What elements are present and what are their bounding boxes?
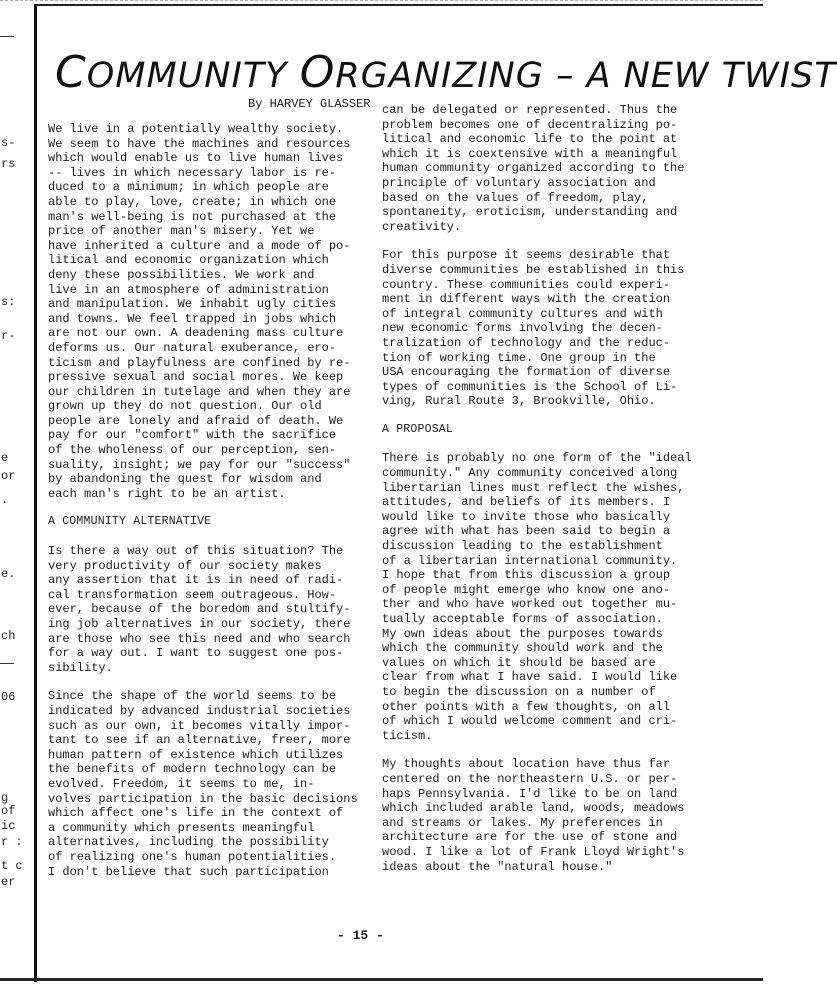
paragraph: My thoughts about location have thus far centered on the northeastern U.S. or per- haps Pennsylvania. I'd like to be on land which included arable land, woods, meadows and streams or lakes. My preferences in architecture are for the use of stone and wood. I like a lot of Frank Lloyd Wright's ideas about the "natural house." — [382, 757, 685, 874]
margin-fragment: g — [1, 791, 9, 805]
margin-rule — [0, 36, 14, 37]
margin-fragment: s: — [1, 295, 16, 309]
title-word-community: OMMUNITY — [86, 56, 300, 97]
frame-bottom-border — [0, 978, 763, 981]
margin-fragment: rs — [1, 157, 16, 171]
paragraph: For this purpose it seems desirable that diverse communities be established in this country. These communities could experi- ment in different ways with the creation of integral community cultures and with new economic forms involving the decen- tralization of technology and the reduc- tion of working time. One group in the USA encouraging the formation of diverse types of communities is the School of Li- ving, Rural Route 3, Brookville, Ohio. — [382, 248, 685, 409]
margin-fragment: ic — [1, 819, 16, 833]
title-initial-o: O — [299, 47, 336, 99]
paragraph: can be delegated or represented. Thus the problem becomes one of decentralizing po- litical and economic life to the point at which it is coextensive with a meaningful human community organized according to the principle of voluntary association and based on the values of freedom, play, spontaneity, eroticism, understanding and creativity. — [382, 103, 685, 234]
page-number: - 15 - — [337, 928, 384, 943]
margin-fragment: r : — [1, 835, 23, 849]
section-heading: A COMMUNITY ALTERNATIVE — [48, 515, 212, 529]
page-top-edge — [0, 0, 763, 2]
title-rest: RGANIZING – A NEW TWIST — [335, 56, 837, 97]
margin-fragment: of — [1, 804, 16, 818]
paragraph: Since the shape of the world seems to be indicated by advanced industrial societies such as our own, it becomes vitally impor- tant to see if an alternative, freer, more human pattern of existence which utilizes the benefits of modern technology can be evolved. Freedom, it seems to me, in- volves participation in the basic decisions which affect one's life in the context of a community which presents meaningful alternatives, including the possibility of realizing one's human potentialities. I don't believe that such participation — [48, 689, 358, 879]
section-heading: A PROPOSAL — [382, 422, 454, 436]
title-initial-c: C — [55, 47, 87, 99]
paragraph: We live in a potentially wealthy society. We seem to have the machines and resources which would enable us to live human lives -- lives in which necessary labor is re- duced to a minimum; in which people are able to play, love, create; in which one man's well-being is not purchased at the price of another man's misery. Yet we have inherited a culture and a mode of po- litical and economic organization which deny these possibilities. We work and live in an atmosphere of administration and manipulation. We inhabit ugly cities and towns. We feel trapped in jobs which are not our own. A deadening mass culture deforms us. Our natural exuberance, ero- ticism and playfulness are confined by re- pressive sexual and social mores. We keep our children in tutelage and when they are grown up they do not question. Our old people are lonely and afraid of death. We pay for our "comfort" with the sacrifice of the wholeness of our perception, sen- suality, insight; we pay for our "success" by abandoning the quest for wisdom and each man's right to be an artist. — [48, 122, 351, 501]
right-column — [382, 103, 712, 888]
frame-top-border — [34, 4, 763, 6]
margin-fragment: r- — [1, 329, 16, 343]
margin-fragment: . — [1, 493, 9, 507]
margin-fragment: or — [1, 469, 16, 483]
paragraph: Is there a way out of this situation? The very productivity of our society makes any assertion that it is in need of radi- cal transformation seem outrageous. How- ever, because of the boredom and stultify- ing job alternatives in our society, there are those who see this need and who search for a way out. I want to suggest one pos- sibility. — [48, 544, 351, 675]
margin-fragment: t c — [1, 859, 23, 873]
article-title — [55, 47, 837, 99]
margin-fragment: 06 — [1, 690, 16, 704]
margin-fragment: s- — [1, 136, 16, 150]
left-column — [48, 122, 368, 893]
frame-left-border — [34, 4, 37, 982]
margin-fragment: ch — [1, 629, 16, 643]
paragraph: There is probably no one form of the "ideal community." Any community conceived along libertarian lines must reflect the wishes, attitudes, and beliefs of its members. I would like to invite those who basically agree with what has been said to begin a discussion leading to the establishment of a libertarian international community. I hope that from this discussion a group of people might emerge who know one ano- ther and who have worked out together mu- tually acceptable forms of association. My own ideas about the purposes towards which the community should work and the values on which it should be based are clear from what I have said. I would like to begin the discussion on a number of other points with a few thoughts, on all of which I would welcome comment and cri- ticism. — [382, 451, 692, 743]
margin-fragment: e. — [1, 567, 16, 581]
margin-fragment: er — [1, 875, 16, 889]
byline: By HARVEY GLASSER — [248, 97, 371, 111]
margin-fragment: e — [1, 451, 9, 465]
margin-rule — [0, 663, 14, 664]
